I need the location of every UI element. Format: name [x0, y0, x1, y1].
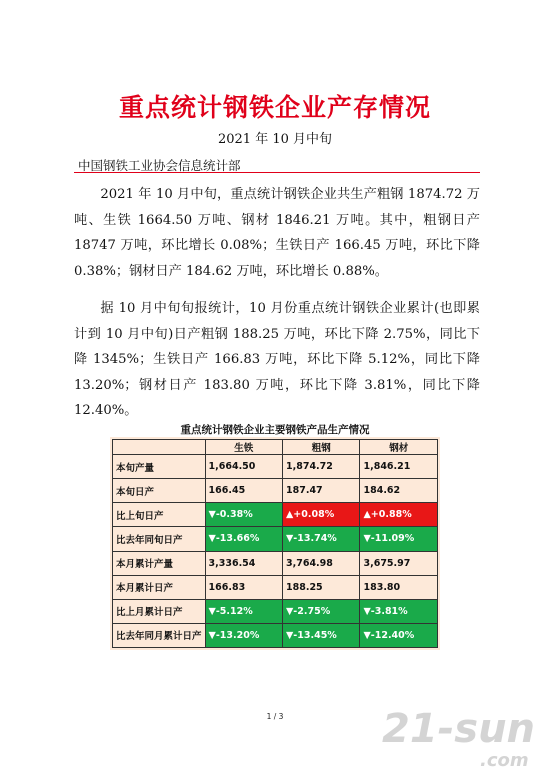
table-row [113, 623, 438, 647]
table-cell: ▼-2.75% [283, 599, 360, 623]
watermark-domain-text: .com [480, 750, 529, 770]
table-row [113, 503, 438, 527]
table-cell: ▼-13.45% [283, 623, 360, 647]
table-row [113, 599, 438, 623]
table-cell: 3,764.98 [283, 551, 360, 575]
table-title: 重点统计钢铁企业主要钢铁产品生产情况 [180, 424, 370, 436]
row-label: 比上月累计日产 [113, 599, 206, 623]
table-cell: ▲+0.88% [360, 503, 438, 527]
table-cell: ▼-11.09% [360, 527, 438, 551]
table-header-cell [113, 440, 206, 455]
table-cell: 3,336.54 [205, 551, 282, 575]
table-cell: 187.47 [283, 479, 360, 503]
issuing-organization: 中国钢铁工业协会信息统计部 [78, 158, 241, 173]
table-row [113, 527, 438, 551]
page-title: 重点统计钢铁企业产存情况 [118, 93, 431, 122]
table-cell: 183.80 [360, 575, 438, 599]
row-label: 本旬日产 [113, 479, 206, 503]
table-row [113, 479, 438, 503]
row-label: 比上旬日产 [113, 503, 206, 527]
table-cell: ▼-3.81% [360, 599, 438, 623]
table-cell: 166.45 [205, 479, 282, 503]
watermark-logo [380, 700, 550, 770]
report-date: 2021 年 10 月中旬 [217, 132, 333, 147]
row-label: 比去年同月累计日产 [113, 623, 206, 647]
table-header-row [113, 440, 438, 455]
row-label: 本月累计产量 [113, 551, 206, 575]
table-cell: ▼-5.12% [205, 599, 282, 623]
watermark-brand-text: 21-sun [382, 706, 536, 752]
row-label: 比去年同旬日产 [113, 527, 206, 551]
table-cell: 3,675.97 [360, 551, 438, 575]
paragraph-summary: 2021 年 10 月中旬，重点统计钢铁企业共生产粗钢 1874.72 万吨、生铁 1664.50 万吨、钢材 1846.21 万吨。其中，粗钢日产 18747 万吨，环比增长 0.08%；生铁日产 166.45 万吨，环比下降 0.38%；钢材日产 184.62 万吨，环比增长 0.88%。 [74, 187, 480, 279]
page-number: 1 / 3 [266, 712, 284, 721]
header-divider [74, 172, 480, 173]
table-header-cell: 粗钢 [283, 440, 360, 455]
table-cell: 1,846.21 [360, 455, 438, 479]
row-label: 本旬产量 [113, 455, 206, 479]
table-row [113, 551, 438, 575]
table-cell: ▲+0.08% [283, 503, 360, 527]
table-cell: ▼-0.38% [205, 503, 282, 527]
table-cell: ▼-13.20% [205, 623, 282, 647]
table-cell: 166.83 [205, 575, 282, 599]
table-cell: ▼-13.66% [205, 527, 282, 551]
paragraph-cumulative: 据 10 月中旬旬报统计，10 月份重点统计钢铁企业累计(也即累计到 10 月中旬)日产粗钢 188.25 万吨，环比下降 2.75%，同比下降 1345%；生铁日产 166.83 万吨，环比下降 5.12%，同比下降 13.20%；钢材日产 183.80 万吨，环比下降 3.81%，同比下降 12.40%。 [74, 301, 480, 418]
table-cell: ▼-12.40% [360, 623, 438, 647]
table-cell: 188.25 [283, 575, 360, 599]
table-cell: 1,874.72 [283, 455, 360, 479]
table-header-cell: 钢材 [360, 440, 438, 455]
table-cell: 1,664.50 [205, 455, 282, 479]
production-table-container [110, 437, 440, 650]
table-row [113, 455, 438, 479]
row-label: 本月累计日产 [113, 575, 206, 599]
table-row [113, 575, 438, 599]
table-cell: ▼-13.74% [283, 527, 360, 551]
production-table [112, 439, 438, 648]
table-cell: 184.62 [360, 479, 438, 503]
table-header-cell: 生铁 [205, 440, 282, 455]
